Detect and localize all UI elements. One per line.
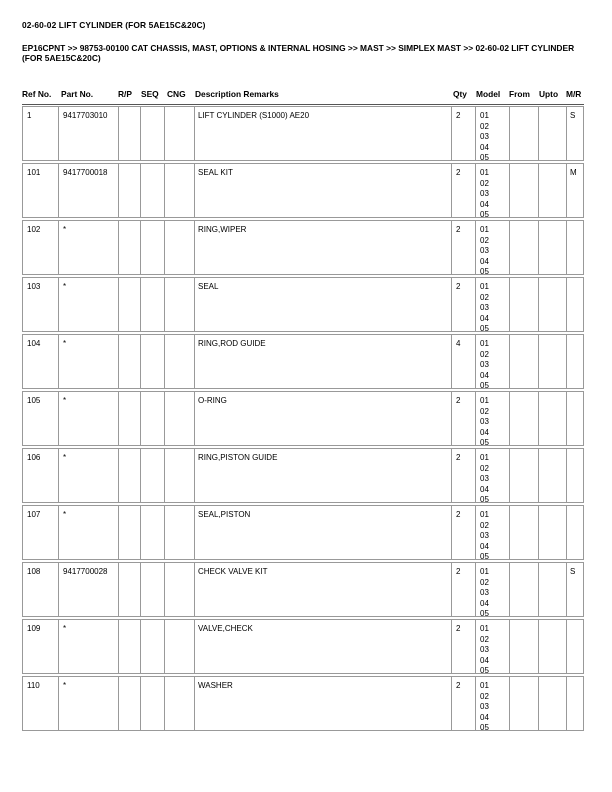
- column-divider: [475, 164, 476, 217]
- table-row: [22, 619, 584, 674]
- model-code: 05: [480, 666, 489, 675]
- column-divider: [509, 563, 510, 616]
- model-code: 01: [480, 168, 489, 177]
- model-code: 03: [480, 189, 489, 198]
- column-divider: [475, 563, 476, 616]
- model-list: [480, 339, 489, 392]
- column-divider: [164, 506, 165, 559]
- model-list: [480, 510, 489, 563]
- model-code: 05: [480, 210, 489, 219]
- model-code: 03: [480, 360, 489, 369]
- column-divider: [566, 278, 567, 331]
- column-divider: [509, 620, 510, 673]
- column-divider: [538, 392, 539, 445]
- column-divider: [566, 221, 567, 274]
- model-code: 02: [480, 520, 489, 530]
- ref-cell: 101: [27, 168, 41, 177]
- ref-cell: 109: [27, 624, 41, 633]
- description-cell: VALVE,CHECK: [198, 624, 253, 633]
- description-cell: WASHER: [198, 681, 233, 690]
- model-code: 02: [480, 349, 489, 359]
- part-number-cell: 9417700018: [63, 168, 108, 177]
- column-divider: [164, 392, 165, 445]
- column-divider: [509, 392, 510, 445]
- column-divider: [451, 107, 452, 160]
- model-code: 04: [480, 484, 489, 494]
- model-code: 01: [480, 396, 489, 405]
- column-divider: [566, 449, 567, 502]
- qty-cell: 4: [456, 339, 461, 348]
- model-code: 04: [480, 655, 489, 665]
- model-list: [480, 567, 489, 620]
- model-list: [480, 225, 489, 278]
- qty-cell: 2: [456, 396, 461, 405]
- column-divider: [509, 278, 510, 331]
- column-divider: [58, 563, 59, 616]
- model-code: 03: [480, 702, 489, 711]
- ref-cell: 1: [27, 111, 32, 120]
- table-header: [0, 89, 612, 101]
- column-divider: [58, 221, 59, 274]
- ref-cell: 104: [27, 339, 41, 348]
- model-code: 02: [480, 178, 489, 188]
- column-divider: [475, 506, 476, 559]
- description-cell: O-RING: [198, 396, 227, 405]
- model-code: 01: [480, 681, 489, 690]
- column-divider: [58, 506, 59, 559]
- mr-cell: S: [570, 111, 576, 120]
- ref-cell: 105: [27, 396, 41, 405]
- qty-cell: 2: [456, 168, 461, 177]
- column-divider: [451, 392, 452, 445]
- column-divider: [566, 335, 567, 388]
- ref-cell: 107: [27, 510, 41, 519]
- column-divider: [118, 107, 119, 160]
- column-divider: [509, 506, 510, 559]
- model-code: 03: [480, 132, 489, 141]
- mr-cell: M: [570, 168, 577, 177]
- column-divider: [451, 164, 452, 217]
- column-divider: [194, 449, 195, 502]
- model-code: 05: [480, 153, 489, 162]
- column-divider: [164, 335, 165, 388]
- column-divider: [194, 506, 195, 559]
- column-divider: [566, 563, 567, 616]
- model-code: 01: [480, 225, 489, 234]
- column-divider: [140, 392, 141, 445]
- column-divider: [538, 278, 539, 331]
- column-divider: [509, 164, 510, 217]
- column-divider: [118, 164, 119, 217]
- column-divider: [538, 449, 539, 502]
- col-header-mr: M/R: [566, 89, 582, 99]
- model-code: 02: [480, 577, 489, 587]
- column-divider: [164, 278, 165, 331]
- part-number-cell: 9417703010: [63, 111, 108, 120]
- column-divider: [509, 677, 510, 730]
- part-number-cell: *: [63, 510, 67, 519]
- column-divider: [118, 620, 119, 673]
- column-divider: [118, 392, 119, 445]
- column-divider: [475, 449, 476, 502]
- column-divider: [194, 677, 195, 730]
- column-divider: [118, 278, 119, 331]
- part-number-cell: *: [63, 396, 67, 405]
- table-row: [22, 163, 584, 218]
- column-divider: [451, 563, 452, 616]
- col-header-upto: Upto: [539, 89, 559, 99]
- model-list: [480, 453, 489, 506]
- column-divider: [140, 164, 141, 217]
- column-divider: [566, 164, 567, 217]
- part-number-cell: *: [63, 282, 67, 291]
- model-code: 03: [480, 531, 489, 540]
- column-divider: [509, 449, 510, 502]
- qty-cell: 2: [456, 624, 461, 633]
- model-code: 01: [480, 453, 489, 462]
- model-code: 04: [480, 370, 489, 380]
- column-divider: [140, 506, 141, 559]
- page-title: 02-60-02 LIFT CYLINDER (FOR 5AE15C&20C): [22, 20, 206, 30]
- column-divider: [538, 107, 539, 160]
- model-code: 04: [480, 256, 489, 266]
- description-cell: SEAL: [198, 282, 219, 291]
- model-code: 05: [480, 267, 489, 276]
- qty-cell: 2: [456, 111, 461, 120]
- column-divider: [475, 620, 476, 673]
- column-divider: [140, 449, 141, 502]
- column-divider: [164, 164, 165, 217]
- part-number-cell: *: [63, 453, 67, 462]
- column-divider: [118, 221, 119, 274]
- table-row: [22, 448, 584, 503]
- model-code: 05: [480, 438, 489, 447]
- table-row: [22, 220, 584, 275]
- ref-cell: 102: [27, 225, 41, 234]
- model-code: 04: [480, 313, 489, 323]
- qty-cell: 2: [456, 225, 461, 234]
- column-divider: [118, 677, 119, 730]
- column-divider: [475, 278, 476, 331]
- column-divider: [566, 107, 567, 160]
- column-divider: [194, 107, 195, 160]
- column-divider: [140, 221, 141, 274]
- col-header-qty: Qty: [453, 89, 467, 99]
- col-header-rp: R/P: [118, 89, 132, 99]
- column-divider: [140, 278, 141, 331]
- model-code: 02: [480, 235, 489, 245]
- column-divider: [566, 506, 567, 559]
- column-divider: [538, 221, 539, 274]
- description-cell: RING,PISTON GUIDE: [198, 453, 278, 462]
- description-cell: RING,ROD GUIDE: [198, 339, 266, 348]
- column-divider: [58, 620, 59, 673]
- model-code: 02: [480, 463, 489, 473]
- column-divider: [194, 278, 195, 331]
- table-row: [22, 676, 584, 731]
- model-code: 01: [480, 282, 489, 291]
- parts-table: [22, 106, 584, 733]
- column-divider: [538, 335, 539, 388]
- model-code: 04: [480, 598, 489, 608]
- column-divider: [451, 278, 452, 331]
- col-header-model: Model: [476, 89, 501, 99]
- column-divider: [538, 164, 539, 217]
- model-code: 03: [480, 417, 489, 426]
- column-divider: [194, 335, 195, 388]
- column-divider: [538, 563, 539, 616]
- model-code: 03: [480, 303, 489, 312]
- column-divider: [164, 449, 165, 502]
- column-divider: [58, 107, 59, 160]
- column-divider: [475, 221, 476, 274]
- column-divider: [475, 677, 476, 730]
- model-list: [480, 282, 489, 335]
- column-divider: [194, 620, 195, 673]
- col-header-cng: CNG: [167, 89, 186, 99]
- description-cell: LIFT CYLINDER (S1000) AE20: [198, 111, 310, 120]
- qty-cell: 2: [456, 453, 461, 462]
- model-code: 04: [480, 541, 489, 551]
- part-number-cell: *: [63, 225, 67, 234]
- qty-cell: 2: [456, 282, 461, 291]
- column-divider: [118, 335, 119, 388]
- column-divider: [475, 392, 476, 445]
- ref-cell: 110: [27, 681, 40, 690]
- column-divider: [164, 107, 165, 160]
- column-divider: [164, 677, 165, 730]
- column-divider: [140, 677, 141, 730]
- part-number-cell: 9417700028: [63, 567, 108, 576]
- column-divider: [194, 164, 195, 217]
- model-code: 03: [480, 588, 489, 597]
- column-divider: [538, 677, 539, 730]
- part-number-cell: *: [63, 624, 67, 633]
- qty-cell: 2: [456, 681, 461, 690]
- model-code: 05: [480, 552, 489, 561]
- qty-cell: 2: [456, 510, 461, 519]
- table-row: [22, 562, 584, 617]
- description-cell: SEAL KIT: [198, 168, 233, 177]
- model-list: [480, 168, 489, 221]
- model-code: 02: [480, 121, 489, 131]
- table-row: [22, 334, 584, 389]
- table-row: [22, 106, 584, 161]
- column-divider: [566, 620, 567, 673]
- model-code: 04: [480, 199, 489, 209]
- column-divider: [451, 335, 452, 388]
- model-code: 02: [480, 406, 489, 416]
- column-divider: [538, 506, 539, 559]
- table-row: [22, 277, 584, 332]
- model-code: 01: [480, 111, 489, 120]
- description-cell: CHECK VALVE KIT: [198, 567, 268, 576]
- column-divider: [140, 107, 141, 160]
- model-code: 05: [480, 381, 489, 390]
- column-divider: [140, 563, 141, 616]
- model-code: 03: [480, 474, 489, 483]
- model-code: 01: [480, 624, 489, 633]
- column-divider: [451, 449, 452, 502]
- column-divider: [451, 506, 452, 559]
- col-header-ref: Ref No.: [22, 89, 52, 99]
- column-divider: [118, 449, 119, 502]
- breadcrumb: EP16CPNT >> 98753-00100 CAT CHASSIS, MAST, OPTIONS & INTERNAL HOSING >> MAST >> SIMPLEX MAST >> 02-60-02 LIFT CYLINDER (FOR 5AE15C&20C): [22, 43, 575, 63]
- column-divider: [58, 449, 59, 502]
- model-code: 03: [480, 246, 489, 255]
- column-divider: [164, 620, 165, 673]
- column-divider: [118, 563, 119, 616]
- model-list: [480, 396, 489, 449]
- column-divider: [566, 677, 567, 730]
- column-divider: [566, 392, 567, 445]
- model-code: 01: [480, 510, 489, 519]
- column-divider: [164, 563, 165, 616]
- model-list: [480, 624, 489, 677]
- part-number-cell: *: [63, 681, 67, 690]
- model-code: 02: [480, 634, 489, 644]
- column-divider: [140, 335, 141, 388]
- model-list: [480, 111, 489, 164]
- model-code: 04: [480, 427, 489, 437]
- model-code: 01: [480, 339, 489, 348]
- model-code: 02: [480, 292, 489, 302]
- table-row: [22, 505, 584, 560]
- model-code: 01: [480, 567, 489, 576]
- column-divider: [58, 278, 59, 331]
- ref-cell: 108: [27, 567, 41, 576]
- column-divider: [118, 506, 119, 559]
- part-number-cell: *: [63, 339, 67, 348]
- col-header-part: Part No.: [61, 89, 94, 99]
- table-row: [22, 391, 584, 446]
- header-divider: [22, 104, 584, 105]
- mr-cell: S: [570, 567, 576, 576]
- model-list: [480, 681, 489, 734]
- description-cell: SEAL,PISTON: [198, 510, 251, 519]
- col-header-seq: SEQ: [141, 89, 159, 99]
- ref-cell: 106: [27, 453, 41, 462]
- col-header-from: From: [509, 89, 530, 99]
- column-divider: [58, 164, 59, 217]
- column-divider: [538, 620, 539, 673]
- column-divider: [194, 221, 195, 274]
- model-code: 02: [480, 691, 489, 701]
- model-code: 04: [480, 712, 489, 722]
- column-divider: [451, 620, 452, 673]
- column-divider: [509, 335, 510, 388]
- ref-cell: 103: [27, 282, 41, 291]
- column-divider: [164, 221, 165, 274]
- model-code: 05: [480, 723, 489, 732]
- model-code: 04: [480, 142, 489, 152]
- qty-cell: 2: [456, 567, 461, 576]
- model-code: 05: [480, 324, 489, 333]
- col-header-desc: Description Remarks: [195, 89, 279, 99]
- column-divider: [194, 563, 195, 616]
- column-divider: [475, 107, 476, 160]
- column-divider: [58, 335, 59, 388]
- model-code: 05: [480, 495, 489, 504]
- column-divider: [451, 221, 452, 274]
- column-divider: [194, 392, 195, 445]
- model-code: 03: [480, 645, 489, 654]
- column-divider: [509, 221, 510, 274]
- column-divider: [58, 392, 59, 445]
- column-divider: [58, 677, 59, 730]
- column-divider: [140, 620, 141, 673]
- column-divider: [509, 107, 510, 160]
- column-divider: [451, 677, 452, 730]
- description-cell: RING,WIPER: [198, 225, 247, 234]
- column-divider: [475, 335, 476, 388]
- model-code: 05: [480, 609, 489, 618]
